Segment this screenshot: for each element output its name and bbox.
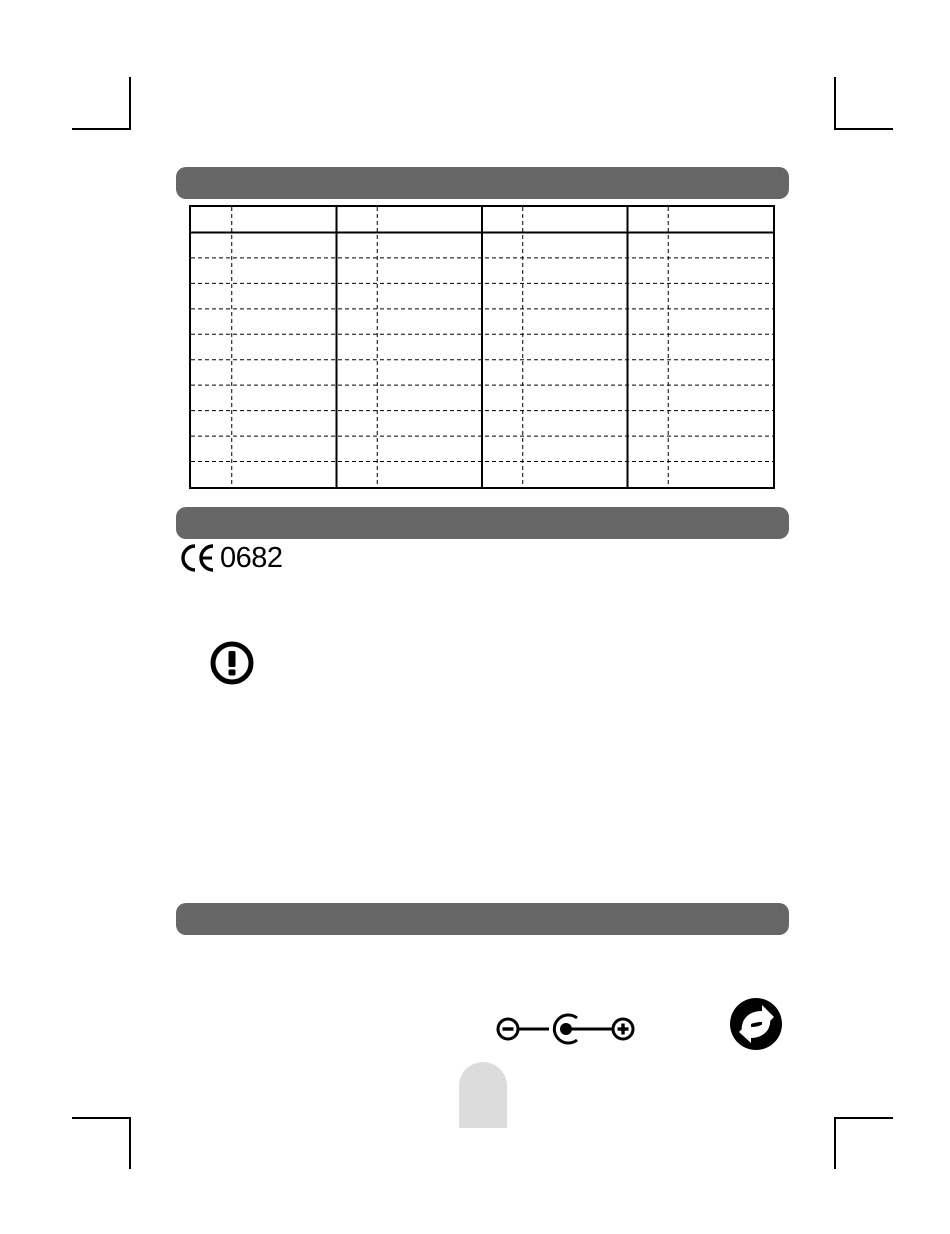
table-grid-lines <box>191 207 773 487</box>
section-title-1 <box>176 174 192 191</box>
dc-polarity-symbol <box>495 1012 637 1051</box>
section-header-bar-3 <box>176 903 789 935</box>
green-dot-recycling-icon <box>729 997 783 1051</box>
blank-table <box>189 205 775 489</box>
ce-certification <box>180 538 283 578</box>
green-dot-symbol <box>729 997 783 1056</box>
crop-mark-bottom-right-h <box>834 1117 893 1119</box>
crop-mark-bottom-right-v <box>834 1117 836 1169</box>
crop-mark-top-right-v <box>834 77 836 130</box>
notified-body-number: 0682 <box>220 541 283 574</box>
crop-mark-top-left-v <box>129 77 131 130</box>
ce-mark-icon <box>180 538 216 578</box>
section-header-bar-2 <box>176 507 789 539</box>
section-header-bar-1 <box>176 167 789 199</box>
exclamation-circle-icon <box>209 640 255 686</box>
crop-mark-bottom-left-h <box>72 1117 131 1119</box>
section-title-3 <box>176 910 192 927</box>
page-number-tab <box>459 1062 507 1128</box>
crop-mark-bottom-left-v <box>129 1117 131 1169</box>
warning-icon-wrap <box>209 640 255 691</box>
dc-polarity-symbol-icon <box>495 1012 637 1046</box>
crop-mark-top-left-h <box>72 128 131 130</box>
crop-mark-top-right-h <box>834 128 893 130</box>
section-title-2 <box>176 514 192 531</box>
